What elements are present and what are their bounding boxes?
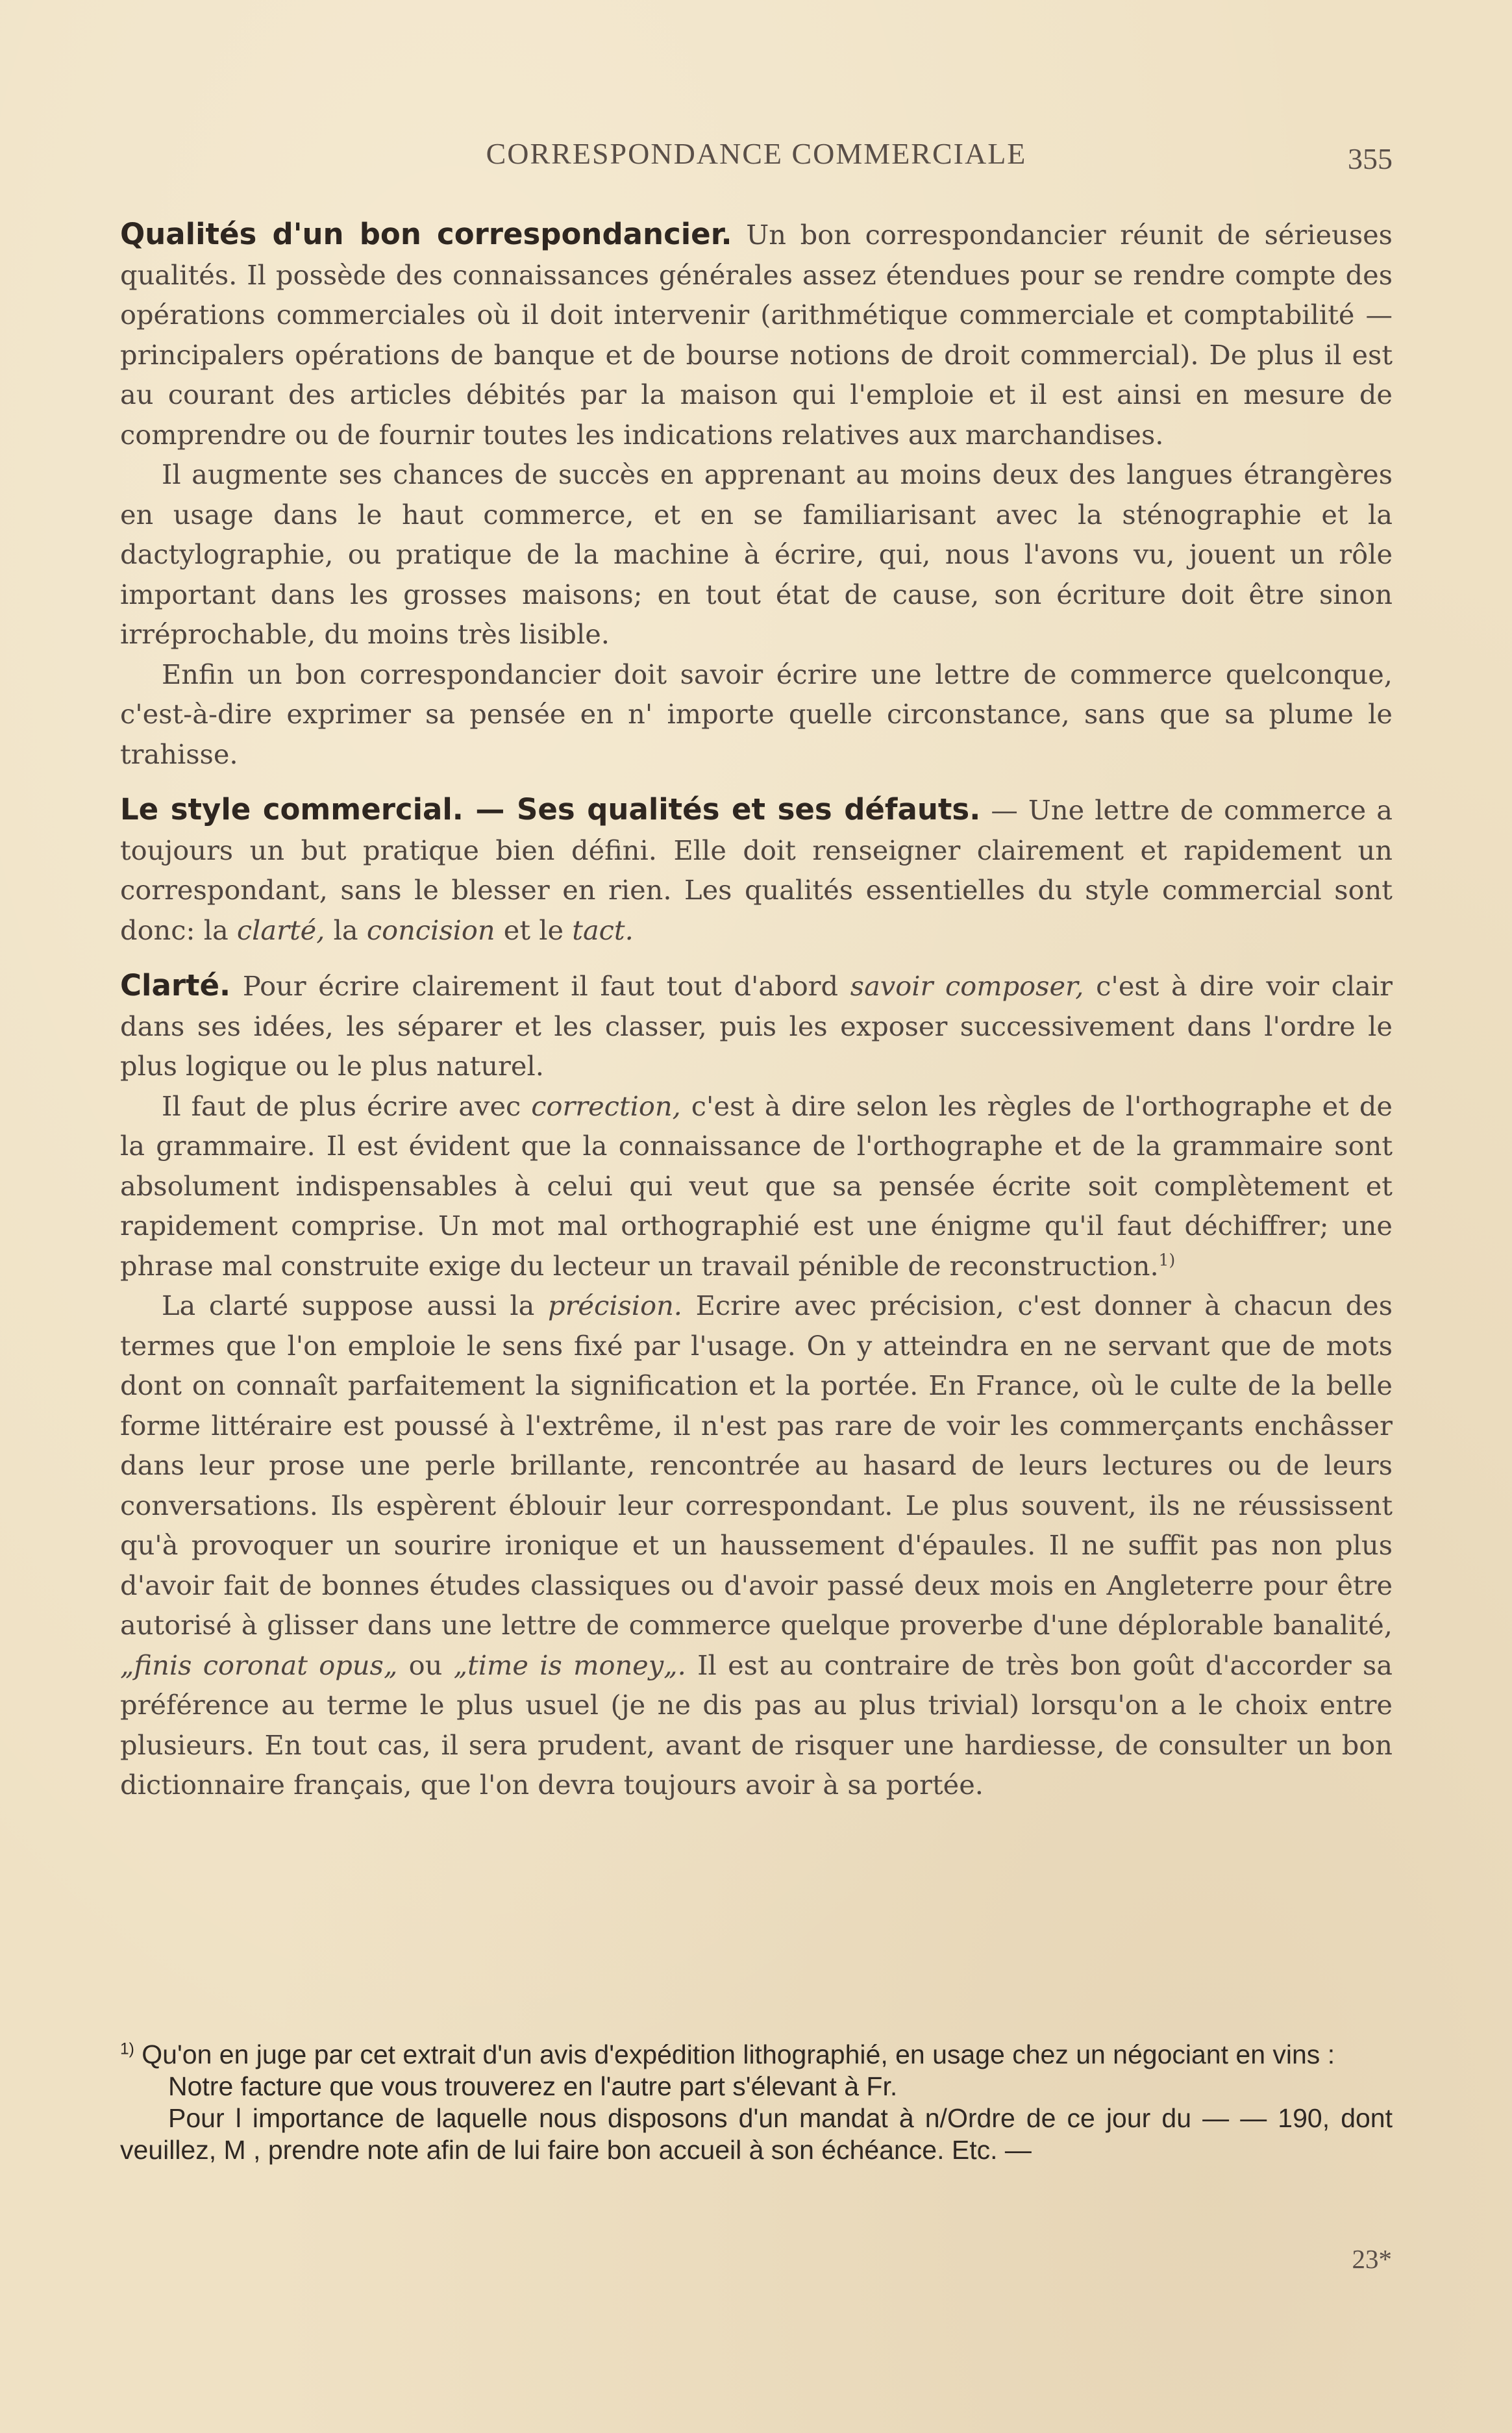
footnote-line bbox=[120, 2039, 1393, 2071]
paragraph-text: Un bon correspondancier réunit de sérieuses qualités. Il possède des connaissances générales assez étendues pour se rendre compte des opérations commerciales où il doit intervenir (arithmétique commerciale et comptabilité — principalers opérations de banque et de bourse notions de droit commercial). De plus il est au courant des articles débités par la maison qui l'emploie et il est ainsi en mesure de comprendre ou de fournir toutes les indications relatives aux marchandises. bbox=[120, 219, 1393, 451]
term-concision: concision bbox=[366, 914, 495, 946]
footnote-marker: 1) bbox=[120, 2040, 134, 2058]
paragraph-text: Pour écrire clairement il faut tout d'abord bbox=[230, 970, 850, 1002]
term-precision: précision. bbox=[548, 1290, 682, 1321]
term-tact: tact. bbox=[572, 914, 634, 946]
running-title: CORRESPONDANCE COMMERCIALE bbox=[486, 137, 1027, 170]
heading-qualites: Qualités d'un bon correspondancier. bbox=[120, 217, 732, 251]
paragraph-qualites bbox=[120, 214, 1393, 455]
footnote-reference: 1) bbox=[1158, 1250, 1176, 1269]
running-head bbox=[120, 136, 1393, 182]
footnote-text: Qu'on en juge par cet extrait d'un avis d'expédition lithographié, en usage chez un négociant en vins : bbox=[134, 2040, 1335, 2069]
paragraph-text: Ecrire avec précision, c'est donner à chacun des termes que l'on emploie le sens fixé par l'usage. On y atteindra en ne servant que de mots dont on connaît parfaitement la signification et la portée. En France, où le culte de la belle forme littéraire est poussé à l'extrême, il n'est pas rare de voir les commerçants enchâsser dans leur prose une perle brillante, rencontrée au hasard de leurs lectures ou de leurs conversations. Ils espèrent éblouir leur correspondant. Le plus souvent, ils ne réussissent qu'à provoquer un sourire ironique et un haussement d'épaules. Il ne suffit pas non plus d'avoir fait de bonnes études classiques ou d'avoir passé deux mois en Angleterre pour être autorisé à glisser dans une lettre de commerce quelque proverbe d'une déplorable banalité, bbox=[120, 1290, 1393, 1641]
footnote-line: Notre facture que vous trouverez en l'autre part s'élevant à Fr. bbox=[168, 2071, 898, 2101]
paragraph-text: la bbox=[325, 914, 367, 946]
paragraph-text: c'est à dire voir clair dans ses idées, les séparer et les classer, puis les exposer successivement dans l'ordre le plus logique ou le plus naturel. bbox=[120, 970, 1393, 1082]
heading-style: Le style commercial. — Ses qualités et ses défauts. bbox=[120, 792, 981, 827]
paragraph-text: c'est à dire selon les règles de l'orthographe et de la grammaire. Il est évident que la connaissance de l'orthographe et de la grammaire sont absolument indispensables à celui qui veut que sa pensée écrite soit complètement et rapidement comprise. Un mot mal orthographié est une énigme qu'il faut déchiffrer; une phrase mal construite exige du lecteur un travail pénible de reconstruction. bbox=[120, 1090, 1393, 1282]
paragraph-style bbox=[120, 790, 1393, 950]
paragraph-langues: Il augmente ses chances de succès en apprenant au moins deux des langues étrangères en usage dans le haut commerce, et en se familiarisant avec la sténographie et la dactylographie, ou pratique de la machine à écrire, qui, nous l'avons vu, jouent un rôle important dans les grosses maisons; en tout état de cause, son écriture doit être sinon irréprochable, du moins très lisible. bbox=[120, 458, 1393, 650]
paragraph-text: Il faut de plus écrire avec bbox=[162, 1090, 532, 1122]
quote-finis-coronat-opus: „finis coronat opus„ bbox=[120, 1649, 398, 1681]
paragraph-text: ou bbox=[397, 1649, 454, 1681]
term-clarte: clarté, bbox=[236, 914, 325, 946]
paragraph-precision bbox=[120, 1286, 1393, 1805]
term-savoir-composer: savoir composer, bbox=[850, 970, 1084, 1002]
paragraph-enfin: Enfin un bon correspondancier doit savoir écrire une lettre de commerce quelconque, c'est-à-dire exprimer sa pensée en n' importe quelle circonstance, sans que sa plume le trahisse. bbox=[120, 658, 1393, 770]
page-number: 355 bbox=[1348, 142, 1393, 175]
paragraph-text: — Une lettre de commerce a toujours un but pratique bien défini. Elle doit renseigner clairement et rapidement un correspondant, sans le blesser en rien. Les qualités essentielles du style commercial sont donc: la bbox=[120, 794, 1393, 946]
paragraph-text: et le bbox=[495, 914, 573, 946]
paragraph-text: Il est au contraire de très bon goût d'accorder sa préférence au terme le plus usuel (je ne dis pas au plus trivial) lorsqu'on a le choix entre plusieurs. En tout cas, il sera prudent, avant de risquer une hardiesse, de consulter un bon dictionnaire français, que l'on devra toujours avoir à sa portée. bbox=[120, 1649, 1393, 1801]
footnote-line: Pour l importance de laquelle nous disposons d'un mandat à n/Ordre de ce jour du — — 190, dont veuillez, M , prendre note afin de lui faire bon accueil à son échéance. Etc. — bbox=[120, 2103, 1393, 2165]
printer-signature: 23* bbox=[1352, 2244, 1392, 2274]
quote-time-is-money: „time is money„. bbox=[453, 1649, 686, 1681]
paragraph-clarte bbox=[120, 966, 1393, 1086]
term-correction: correction, bbox=[531, 1090, 681, 1122]
paragraph-correction bbox=[120, 1086, 1393, 1286]
footnote bbox=[120, 2039, 1393, 2166]
paragraph-text: La clarté suppose aussi la bbox=[162, 1290, 549, 1321]
body-text bbox=[120, 214, 1393, 1805]
heading-clarte: Clarté. bbox=[120, 968, 231, 1003]
